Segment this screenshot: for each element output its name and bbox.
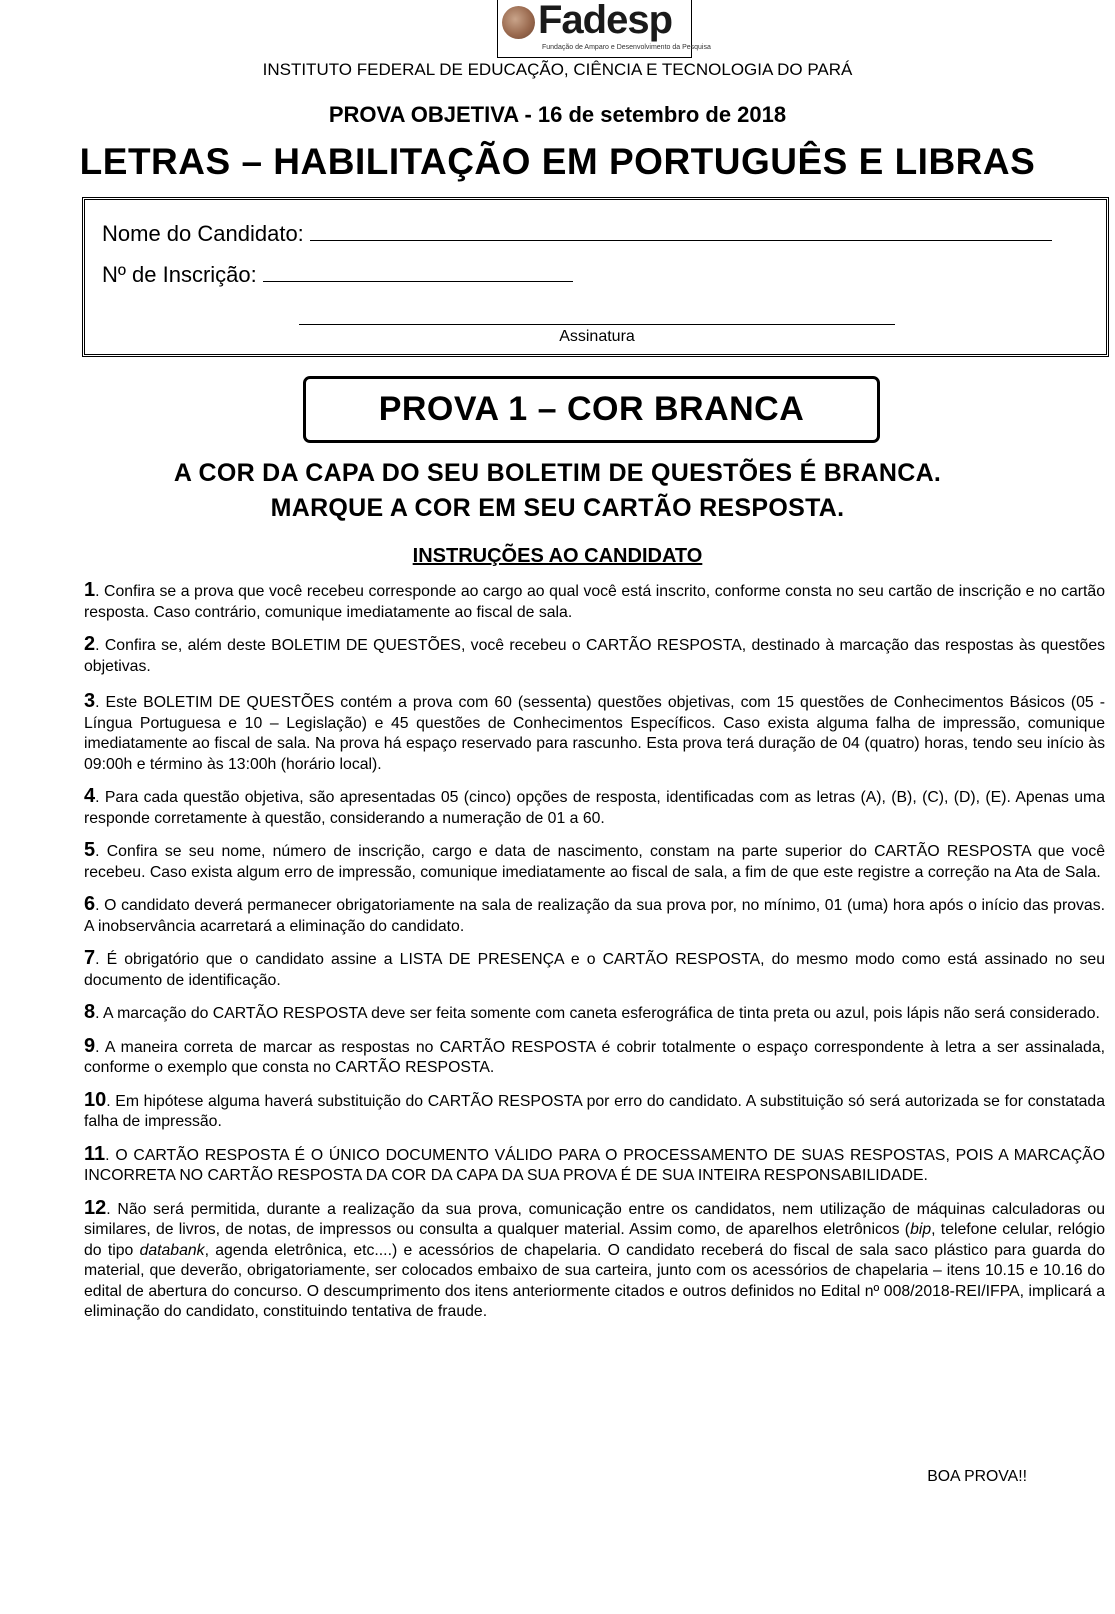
registration-label: Nº de Inscrição: [102, 262, 257, 287]
institute-name: INSTITUTO FEDERAL DE EDUCAÇÃO, CIÊNCIA E TECNOLOGIA DO PARÁ [262, 60, 853, 79]
instructions-list [84, 580, 1105, 1334]
registration-field[interactable] [263, 261, 573, 282]
instruction-item: 2. Confira se, além deste BOLETIM DE QUESTÕES, você recebeu o CARTÃO RESPOSTA, destinado à marcação das respostas às questões objetivas. [84, 633, 1106, 675]
logo-emblem-icon [502, 6, 535, 39]
candidate-name-line [102, 220, 1052, 247]
exam-date: PROVA OBJETIVA - 16 de setembro de 2018 [328, 102, 787, 127]
instruction-item: 10. Em hipótese alguma haverá substituição do CARTÃO RESPOSTA por erro do candidato. A substituição só será autorizada se for constatada falha de impressão. [84, 1088, 1105, 1130]
instruction-item: 1. Confira se a prova que você recebeu corresponde ao cargo ao qual você está inscrito, conforme consta no seu cartão de inscrição e no cartão resposta. Caso contrário, comunique imediatamente ao fiscal de sala. [84, 579, 1105, 621]
fadesp-logo [497, 0, 711, 58]
instruction-item: 8. A marcação do CARTÃO RESPOSTA deve ser feita somente com caneta esferográfica de tinta preta ou azul, pois lápis não será considerado. [84, 1001, 1100, 1023]
instruction-item: 4. Para cada questão objetiva, são apresentadas 05 (cinco) opções de resposta, identificadas com as letras (A), (B), (C), (D), (E). Apenas uma responde corretamente à questão, considerando a numeração de 01 a 60. [84, 785, 1105, 827]
signature-field[interactable] [299, 324, 895, 325]
instruction-item: 6. O candidato deverá permanecer obrigatoriamente na sala de realização da sua prova por, no mínimo, 01 (uma) hora após o início das provas. A inobservância acarretará a eliminação do candidato. [84, 893, 1105, 935]
mark-color-warning: MARQUE A COR EM SEU CARTÃO RESPOSTA. [270, 494, 845, 522]
good-luck-text: BOA PROVA!! [927, 1468, 1027, 1485]
logo-subtitle: Fundação de Amparo e Desenvolvimento da Pesquisa [542, 44, 711, 51]
instruction-item: 5. Confira se seu nome, número de inscrição, cargo e data de nascimento, constam na parte superior do CARTÃO RESPOSTA que você recebeu. Caso exista algum erro de impressão, comunique imediatamente ao fiscal de sala, a fim de que este registre a correção na Ata de Sala. [84, 839, 1105, 881]
logo-text: Fadesp [538, 0, 673, 42]
instruction-item: 9. A maneira correta de marcar as respostas no CARTÃO RESPOSTA é cobrir totalmente o espaço correspondente à letra a ser assinalada, conforme o exemplo que consta no CARTÃO RESPOSTA. [84, 1034, 1106, 1076]
instruction-item: 12. Não será permitida, durante a realização da sua prova, comunicação entre os candidatos, nem utilização de máquinas calculadoras ou similares, de livros, de notas, de impressos ou consulta a qualquer material. Assim como, de aparelhos eletrônicos (bip, telefone celular, relógio do tipo databank, agenda eletrônica, etc....) e acessórios de chapelaria. O candidato receberá do fiscal de sala saco plástico para guarda do material, que deverão, obrigatoriamente, ser colocados embaixo de sua carteira, junto com os acessórios de chapelaria – itens 10.15 e 10.16 do edital de abertura do concurso. O descumprimento dos itens anteriormente citados e outros definidos no Edital nº 008/2018-REI/IFPA, implicará a eliminação do candidato, constituindo tentativa de fraude. [84, 1196, 1106, 1320]
candidate-info-box [82, 197, 1109, 357]
registration-line [102, 261, 573, 288]
exam-version-box: PROVA 1 – COR BRANCA [303, 376, 880, 443]
candidate-name-label: Nome do Candidato: [102, 221, 304, 246]
instruction-item: 11. O CARTÃO RESPOSTA É O ÚNICO DOCUMENTO VÁLIDO PARA O PROCESSAMENTO DE SUAS RESPOSTAS, POIS A MARCAÇÃO INCORRETA NO CARTÃO RESPOSTA DA COR DA CAPA DA SUA PROVA É DE SUA INTEIRA RESPONSABILIDADE. [84, 1142, 1106, 1184]
instruction-item: 7. É obrigatório que o candidato assine a LISTA DE PRESENÇA e o CARTÃO RESPOSTA, do mesmo modo como está assinado no seu documento de identificação. [84, 947, 1105, 989]
candidate-name-field[interactable] [310, 220, 1052, 241]
instruction-item: 3. Este BOLETIM DE QUESTÕES contém a prova com 60 (sessenta) questões objetivas, com 15 questões de Conhecimentos Básicos (05 - Língua Portuguesa e 10 – Legislação) e 45 questões de Conhecimentos Específicos. Caso exista alguma falha de impressão, comunique imediatamente ao fiscal de sala. Na prova há espaço reservado para rascunho. Esta prova terá duração de 04 (quatro) horas, tendo seu início às 09:00h e término às 13:00h (horário local). [84, 690, 1105, 773]
cover-color-warning: A COR DA CAPA DO SEU BOLETIM DE QUESTÕES É BRANCA. [173, 459, 942, 487]
signature-label: Assinatura [559, 328, 635, 345]
instructions-title: INSTRUÇÕES AO CANDIDATO [412, 545, 703, 567]
course-title: LETRAS – HABILITAÇÃO EM PORTUGUÊS E LIBRAS [79, 141, 1036, 182]
